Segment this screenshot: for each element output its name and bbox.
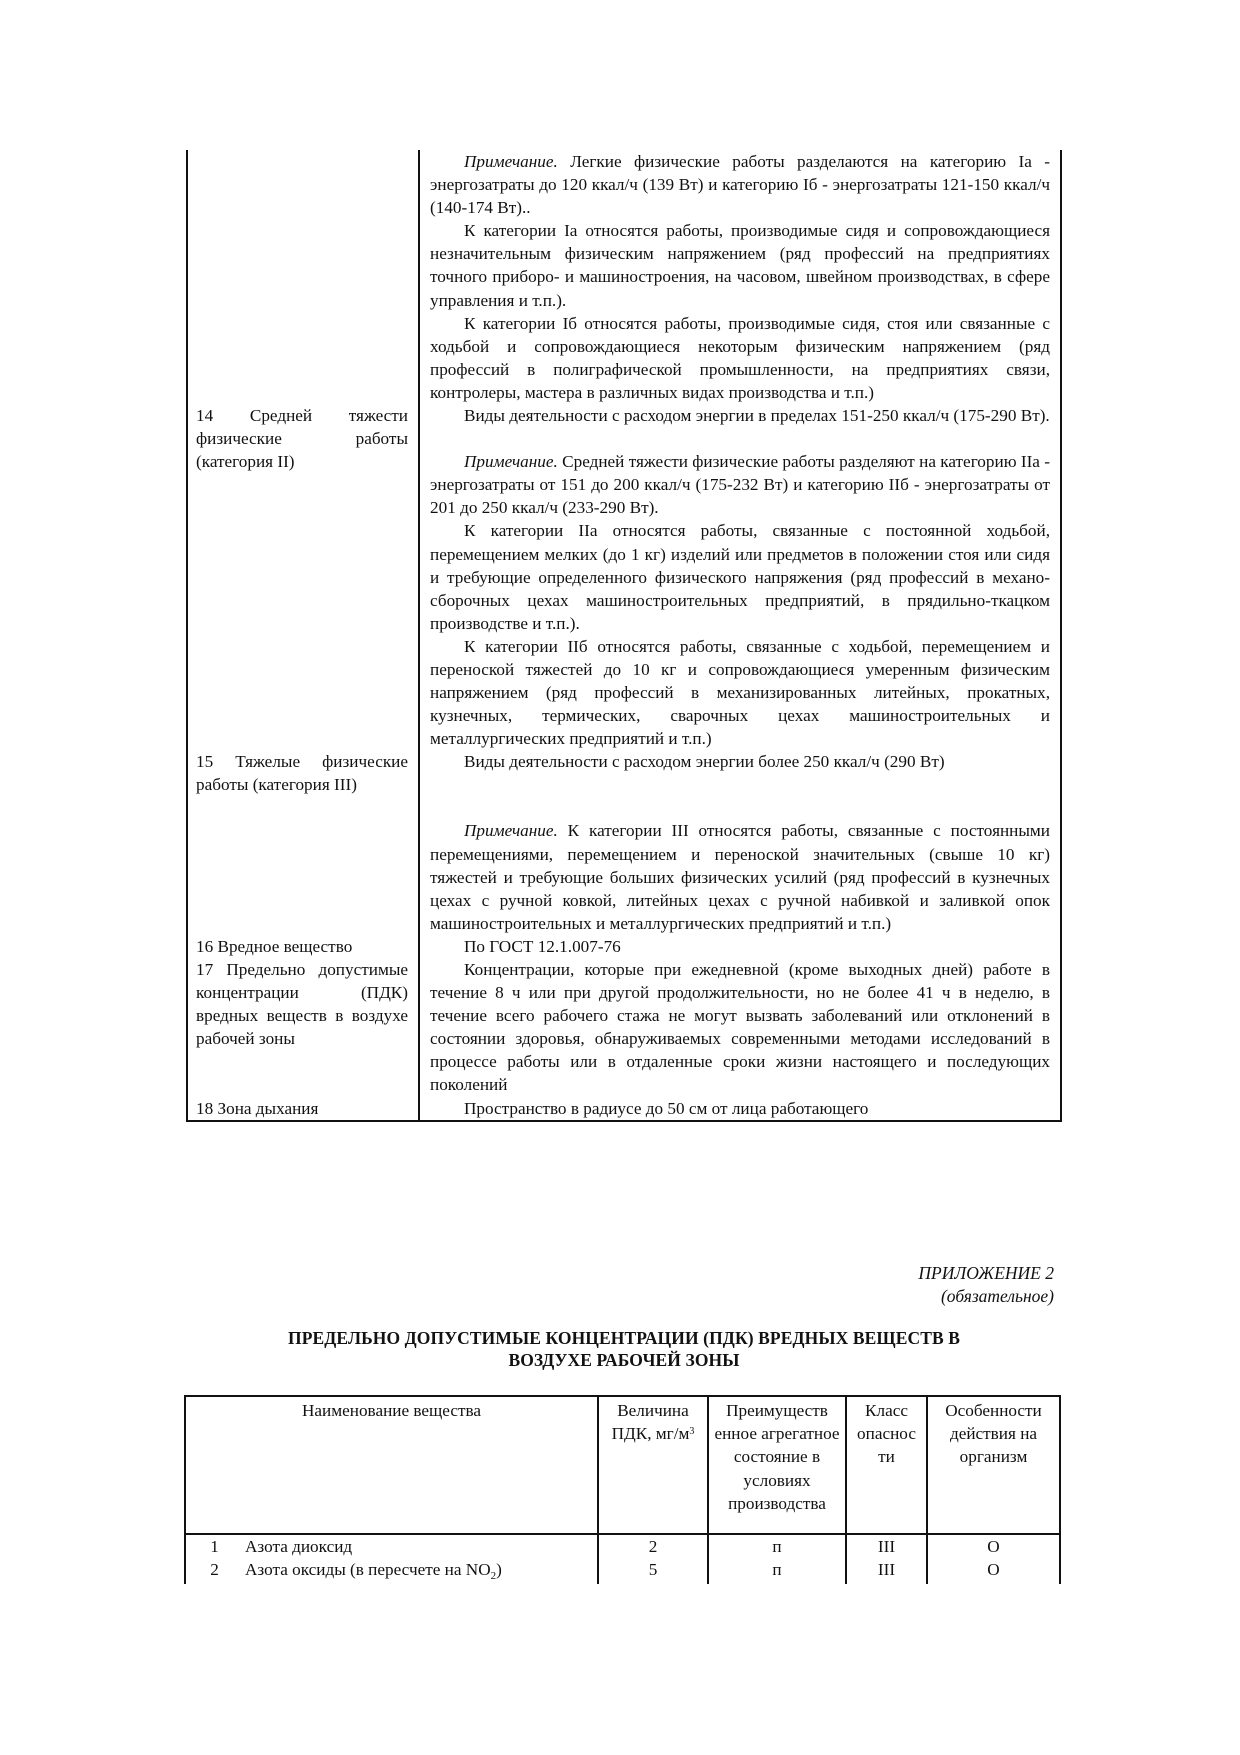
appendix-status: (обязательное) xyxy=(940,1286,1054,1306)
effect: О xyxy=(927,1558,1060,1584)
header-text: Наименование вещества xyxy=(302,1401,481,1420)
appendix-title-line-2: ВОЗДУХЕ РАБОЧЕЙ ЗОНЫ xyxy=(508,1350,740,1370)
substance-name xyxy=(243,1558,598,1584)
paragraph-text: К категории Iб относятся работы, производимые сидя, стоя или связанные с ходьбой и сопровождающиеся некоторым физическим напряжением (ряд профессий в полиграфической промышленности, на предприятиях связи, контролеры, мастера в различных видах производства и т.п.) xyxy=(430,313,1050,402)
table-row xyxy=(187,750,1061,935)
aggregate-state: п xyxy=(708,1558,846,1584)
paragraph xyxy=(430,312,1050,404)
term-cell xyxy=(187,150,419,404)
header-aggregate-state xyxy=(708,1396,846,1534)
paragraph xyxy=(430,1097,1050,1120)
substance-name-tail: ) xyxy=(496,1560,502,1580)
appendix-number: ПРИЛОЖЕНИЕ 2 xyxy=(918,1263,1054,1283)
term-text: 14 Средней тяжести физические работы (категория II) xyxy=(196,406,408,472)
note-lead: Примечание. xyxy=(464,821,558,841)
paragraph-text: К категории III относятся работы, связанные с постоянными перемещениями, перемещением и переноской значительных (свыше 10 кг) тяжестей и требующие больших физических усилий (ряд профессий в кузнечных цехах с ручной ковкой, литейных цехах с ручной набивкой и заливкой опок машиностроительных и металлургических предприятий и т.п.) xyxy=(430,821,1050,933)
term-cell xyxy=(187,1097,419,1121)
header-text: Преимуществ енное агрегатное состояние в условиях производства xyxy=(714,1401,840,1513)
paragraph-text: К категории Iа относятся работы, производимые сидя и сопровождающиеся незначительным физическим напряжением (ряд профессий на предприятиях точного приборо- и машиностроения, на часовом, швейном производствах, в сфере управления и т.п.). xyxy=(430,221,1050,310)
row-number: 1 xyxy=(185,1534,243,1558)
substance-name xyxy=(243,1534,598,1558)
paragraph-text: По ГОСТ 12.1.007-76 xyxy=(464,936,621,956)
header-text: Класс опаснос ти xyxy=(857,1401,916,1467)
subscript: 2 xyxy=(490,1570,497,1583)
definition-cell xyxy=(419,935,1061,958)
paragraph xyxy=(430,750,1050,773)
paragraph-text: Концентрации, которые при ежедневной (кроме выходных дней) работе в течение 8 ч или при другой продолжительности, но не более 41 ч в неделю, в течение всего рабочего стажа не могут вызвать заболеваний или отклонений в состоянии здоровья, обнаруживаемых современными методами исследований в процессе работы или в отдаленные сроки жизни настоящего и последующих поколений xyxy=(430,960,1050,1095)
hazard-class: III xyxy=(846,1534,927,1558)
table-row xyxy=(187,935,1061,958)
table-row xyxy=(185,1534,1060,1558)
paragraph xyxy=(430,404,1050,427)
pdk-value: 5 xyxy=(598,1558,708,1584)
paragraph-text: Виды деятельности с расходом энергии в пределах 151-250 ккал/ч (175-290 Вт). xyxy=(464,406,1050,426)
note-lead: Примечание. xyxy=(464,152,558,171)
header-hazard-class xyxy=(846,1396,927,1534)
header-text: Особенности действия на организм xyxy=(945,1401,1042,1467)
term-text: 17 Предельно допустимые концентрации (ПДК) вредных веществ в воздухе рабочей зоны xyxy=(196,960,408,1049)
header-substance-name xyxy=(185,1396,598,1534)
paragraph-text: К категории IIа относятся работы, связанные с постоянной ходьбой, перемещением мелких (до 1 кг) изделий или предметов в положении стоя или сидя и требующие определенного физического напряжения (ряд профессий в механо-сборочных цехах машиностроительных предприятий, в прядильно-ткацком производстве и т.п.). xyxy=(430,521,1050,633)
table-row xyxy=(185,1558,1060,1584)
appendix-title-line-1: ПРЕДЕЛЬНО ДОПУСТИМЫЕ КОНЦЕНТРАЦИИ (ПДК) ВРЕДНЫХ ВЕЩЕСТВ В xyxy=(287,1328,960,1348)
term-text: 15 Тяжелые физические работы (категория III) xyxy=(196,752,408,795)
paragraph xyxy=(430,935,1050,958)
substance-name-text: Азота оксиды (в пересчете на NO xyxy=(245,1560,491,1580)
note-paragraph xyxy=(430,819,1050,934)
hazard-class: III xyxy=(846,1558,927,1584)
note-paragraph xyxy=(430,450,1050,519)
pdk-table xyxy=(184,1395,1061,1584)
term-text: 16 Вредное вещество xyxy=(196,936,353,956)
paragraph xyxy=(430,219,1050,311)
table-header-row xyxy=(185,1396,1060,1534)
paragraph-text: Пространство в радиусе до 50 см от лица работающего xyxy=(464,1098,869,1118)
appendix-title xyxy=(186,1327,1062,1371)
table-row xyxy=(187,150,1061,404)
term-cell xyxy=(187,750,419,935)
definitions-table xyxy=(186,150,1062,1122)
definition-cell xyxy=(419,404,1061,750)
paragraph xyxy=(430,958,1050,1097)
paragraph-text: К категории IIб относятся работы, связанные с ходьбой, перемещением и переноской тяжестей до 10 кг и сопровождающиеся умеренным физическим напряжением (ряд профессий в механизированных литейных, прокатных, кузнечных, термических, сварочных цехах машиностроительных и металлургических предприятий и т.п.) xyxy=(430,636,1050,749)
header-pdk-value xyxy=(598,1396,708,1534)
paragraph xyxy=(430,635,1050,750)
table-row xyxy=(187,958,1061,1097)
row-number: 2 xyxy=(185,1558,243,1584)
term-cell xyxy=(187,958,419,1097)
substance-name-text: Азота диоксид xyxy=(245,1537,353,1556)
superscript: 3 xyxy=(689,1426,695,1438)
term-cell xyxy=(187,935,419,958)
effect: О xyxy=(927,1534,1060,1558)
header-effect xyxy=(927,1396,1060,1534)
table-row xyxy=(187,404,1061,750)
note-paragraph xyxy=(430,150,1050,219)
definition-cell xyxy=(419,958,1061,1097)
header-text: Величина ПДК, мг/м xyxy=(611,1401,690,1444)
note-lead: Примечание. xyxy=(464,452,558,472)
appendix-label xyxy=(918,1262,1054,1308)
definition-cell xyxy=(419,1097,1061,1121)
definition-cell xyxy=(419,750,1061,935)
aggregate-state: п xyxy=(708,1534,846,1558)
paragraph-text: Средней тяжести физические работы разделяют на категорию IIа - энергозатраты от 151 до 200 ккал/ч (175-232 Вт) и категорию IIб - энергозатраты от 201 до 250 ккал/ч (233-290 Вт). xyxy=(430,452,1050,518)
pdk-value: 2 xyxy=(598,1534,708,1558)
paragraph-text: Виды деятельности с расходом энергии более 250 ккал/ч (290 Вт) xyxy=(464,752,945,772)
term-text: 18 Зона дыхания xyxy=(196,1098,319,1118)
definition-cell xyxy=(419,150,1061,404)
paragraph xyxy=(430,519,1050,634)
table-row xyxy=(187,1097,1061,1121)
term-cell xyxy=(187,404,419,750)
paragraph-text: Легкие физические работы разделаются на категорию Iа - энергозатраты до 120 ккал/ч (139 Вт) и категорию Iб - энергозатраты 121-150 ккал/ч (140-174 Вт).. xyxy=(430,152,1050,218)
